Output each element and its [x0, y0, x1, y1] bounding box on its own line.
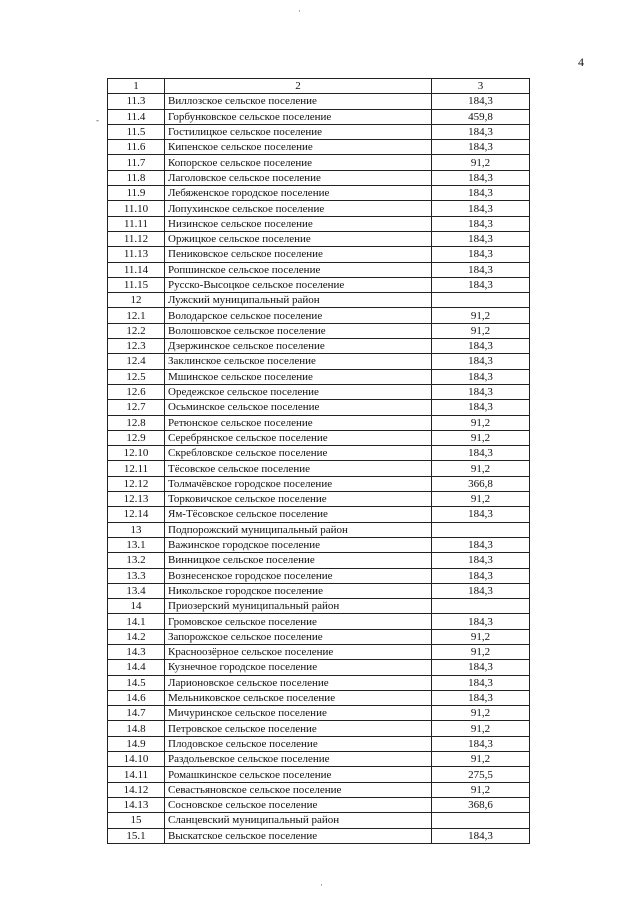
row-value	[432, 599, 530, 614]
row-number: 15	[108, 813, 165, 828]
table-row	[108, 124, 530, 139]
table-row	[108, 277, 530, 292]
table-row	[108, 736, 530, 751]
settlement-name: Лебяженское городское поселение	[165, 186, 432, 201]
settlement-name: Гостилицкое сельское поселение	[165, 124, 432, 139]
settlement-name: Мшинское сельское поселение	[165, 369, 432, 384]
row-value: 184,3	[432, 94, 530, 109]
settlement-name: Мельниковское сельское поселение	[165, 690, 432, 705]
table-row	[108, 507, 530, 522]
table-row	[108, 201, 530, 216]
table-row	[108, 492, 530, 507]
table-row	[108, 752, 530, 767]
settlement-name: Плодовское сельское поселение	[165, 736, 432, 751]
table-row	[108, 186, 530, 201]
settlement-name: Ромашкинское сельское поселение	[165, 767, 432, 782]
settlement-name: Выскатское сельское поселение	[165, 828, 432, 843]
district-row	[108, 522, 530, 537]
settlement-name: Лужский муниципальный район	[165, 293, 432, 308]
row-value: 184,3	[432, 201, 530, 216]
settlement-name: Низинское сельское поселение	[165, 216, 432, 231]
table-row	[108, 262, 530, 277]
row-value: 91,2	[432, 430, 530, 445]
table-row	[108, 369, 530, 384]
row-number: 12.13	[108, 492, 165, 507]
row-value: 184,3	[432, 277, 530, 292]
row-value	[432, 813, 530, 828]
table-row	[108, 553, 530, 568]
settlement-name: Скребловское сельское поселение	[165, 446, 432, 461]
row-number: 11.8	[108, 170, 165, 185]
settlement-name: Подпорожский муниципальный район	[165, 522, 432, 537]
row-number: 11.15	[108, 277, 165, 292]
row-number: 11.13	[108, 247, 165, 262]
row-number: 12.1	[108, 308, 165, 323]
row-number: 13.2	[108, 553, 165, 568]
row-value: 184,3	[432, 446, 530, 461]
table-row	[108, 216, 530, 231]
row-value: 184,3	[432, 736, 530, 751]
row-value: 91,2	[432, 461, 530, 476]
row-number: 14.8	[108, 721, 165, 736]
allocation-table	[107, 78, 530, 844]
table-row	[108, 660, 530, 675]
scan-speck: ·	[320, 880, 323, 890]
row-number: 11.7	[108, 155, 165, 170]
row-value: 184,3	[432, 675, 530, 690]
row-number: 11.4	[108, 109, 165, 124]
row-number: 12.12	[108, 476, 165, 491]
row-number: 12.5	[108, 369, 165, 384]
settlement-name: Ропшинское сельское поселение	[165, 262, 432, 277]
scan-speck: -	[96, 115, 99, 125]
settlement-name: Оредежское сельское поселение	[165, 384, 432, 399]
table-row	[108, 797, 530, 812]
table-row	[108, 614, 530, 629]
settlement-name: Ларионовское сельское поселение	[165, 675, 432, 690]
table-row	[108, 461, 530, 476]
settlement-name: Винницкое сельское поселение	[165, 553, 432, 568]
row-value: 184,3	[432, 828, 530, 843]
row-value: 91,2	[432, 721, 530, 736]
row-value: 184,3	[432, 262, 530, 277]
settlement-name: Горбунковское сельское поселение	[165, 109, 432, 124]
row-value: 91,2	[432, 629, 530, 644]
settlement-name: Красноозёрное сельское поселение	[165, 644, 432, 659]
row-value: 91,2	[432, 782, 530, 797]
table-row	[108, 231, 530, 246]
table-row	[108, 354, 530, 369]
table-row	[108, 109, 530, 124]
row-number: 14.5	[108, 675, 165, 690]
row-value: 368,6	[432, 797, 530, 812]
row-number: 12.6	[108, 384, 165, 399]
row-number: 12.9	[108, 430, 165, 445]
row-value: 184,3	[432, 369, 530, 384]
row-value: 184,3	[432, 507, 530, 522]
table-row	[108, 140, 530, 155]
row-value: 91,2	[432, 415, 530, 430]
table-row	[108, 629, 530, 644]
row-value: 184,3	[432, 553, 530, 568]
district-row	[108, 599, 530, 614]
settlement-name: Мичуринское сельское поселение	[165, 706, 432, 721]
settlement-name: Сланцевский муниципальный район	[165, 813, 432, 828]
row-value: 184,3	[432, 231, 530, 246]
settlement-name: Тёсовское сельское поселение	[165, 461, 432, 476]
settlement-name: Волошовское сельское поселение	[165, 323, 432, 338]
table-row	[108, 583, 530, 598]
table-row	[108, 400, 530, 415]
row-value: 459,8	[432, 109, 530, 124]
table-row	[108, 247, 530, 262]
row-number: 12.3	[108, 339, 165, 354]
settlement-name: Севастьяновское сельское поселение	[165, 782, 432, 797]
row-value: 184,3	[432, 140, 530, 155]
table-row	[108, 430, 530, 445]
settlement-name: Сосновское сельское поселение	[165, 797, 432, 812]
row-number: 11.10	[108, 201, 165, 216]
row-number: 12.14	[108, 507, 165, 522]
row-number: 12.7	[108, 400, 165, 415]
settlement-name: Виллозское сельское поселение	[165, 94, 432, 109]
row-number: 13.3	[108, 568, 165, 583]
row-number: 14	[108, 599, 165, 614]
row-number: 12	[108, 293, 165, 308]
table-row	[108, 308, 530, 323]
row-number: 11.11	[108, 216, 165, 231]
district-row	[108, 293, 530, 308]
table-row	[108, 721, 530, 736]
row-value	[432, 522, 530, 537]
row-value: 184,3	[432, 384, 530, 399]
table-row	[108, 384, 530, 399]
row-number: 14.2	[108, 629, 165, 644]
row-value: 91,2	[432, 752, 530, 767]
row-value	[432, 293, 530, 308]
table-row	[108, 537, 530, 552]
settlement-name: Лаголовское сельское поселение	[165, 170, 432, 185]
table-row	[108, 339, 530, 354]
row-value: 91,2	[432, 644, 530, 659]
table-row	[108, 476, 530, 491]
district-row	[108, 813, 530, 828]
settlement-name: Кипенское сельское поселение	[165, 140, 432, 155]
settlement-name: Серебрянское сельское поселение	[165, 430, 432, 445]
settlement-name: Петровское сельское поселение	[165, 721, 432, 736]
row-number: 14.3	[108, 644, 165, 659]
row-number: 14.7	[108, 706, 165, 721]
table-row	[108, 767, 530, 782]
row-value: 91,2	[432, 155, 530, 170]
row-value: 184,3	[432, 660, 530, 675]
settlement-name: Важинское городское поселение	[165, 537, 432, 552]
header-col-3: 3	[432, 79, 530, 94]
row-value: 184,3	[432, 124, 530, 139]
row-value: 275,5	[432, 767, 530, 782]
table-row	[108, 782, 530, 797]
table-row	[108, 706, 530, 721]
settlement-name: Торковичское сельское поселение	[165, 492, 432, 507]
table-row	[108, 323, 530, 338]
row-number: 14.6	[108, 690, 165, 705]
row-value: 184,3	[432, 186, 530, 201]
scan-speck: ·	[298, 6, 301, 16]
row-value: 184,3	[432, 690, 530, 705]
settlement-name: Громовское сельское поселение	[165, 614, 432, 629]
settlement-name: Запорожское сельское поселение	[165, 629, 432, 644]
settlement-name: Копорское сельское поселение	[165, 155, 432, 170]
table-row	[108, 415, 530, 430]
table-row	[108, 828, 530, 843]
page-number: 4	[578, 55, 584, 69]
table-body	[108, 79, 530, 844]
row-value: 184,3	[432, 400, 530, 415]
row-value: 91,2	[432, 492, 530, 507]
row-number: 14.13	[108, 797, 165, 812]
row-value: 184,3	[432, 537, 530, 552]
row-value: 184,3	[432, 614, 530, 629]
row-value: 184,3	[432, 247, 530, 262]
row-value: 184,3	[432, 216, 530, 231]
table-row	[108, 644, 530, 659]
settlement-name: Кузнечное городское поселение	[165, 660, 432, 675]
row-number: 13	[108, 522, 165, 537]
row-number: 14.1	[108, 614, 165, 629]
row-value: 184,3	[432, 170, 530, 185]
settlement-name: Дзержинское сельское поселение	[165, 339, 432, 354]
row-number: 12.11	[108, 461, 165, 476]
row-number: 12.4	[108, 354, 165, 369]
settlement-name: Пениковское сельское поселение	[165, 247, 432, 262]
settlement-name: Никольское городское поселение	[165, 583, 432, 598]
row-value: 91,2	[432, 706, 530, 721]
table-row	[108, 155, 530, 170]
table-row	[108, 675, 530, 690]
settlement-name: Раздольевское сельское поселение	[165, 752, 432, 767]
row-value: 184,3	[432, 583, 530, 598]
row-number: 14.4	[108, 660, 165, 675]
settlement-name: Приозерский муниципальный район	[165, 599, 432, 614]
settlement-name: Толмачёвское городское поселение	[165, 476, 432, 491]
row-number: 14.10	[108, 752, 165, 767]
row-value: 184,3	[432, 339, 530, 354]
row-number: 14.9	[108, 736, 165, 751]
table-row	[108, 446, 530, 461]
row-number: 13.4	[108, 583, 165, 598]
row-value: 184,3	[432, 354, 530, 369]
row-number: 12.2	[108, 323, 165, 338]
settlement-name: Осьминское сельское поселение	[165, 400, 432, 415]
row-number: 13.1	[108, 537, 165, 552]
settlement-name: Оржицкое сельское поселение	[165, 231, 432, 246]
row-number: 11.5	[108, 124, 165, 139]
row-number: 15.1	[108, 828, 165, 843]
row-number: 12.8	[108, 415, 165, 430]
row-value: 91,2	[432, 323, 530, 338]
settlement-name: Ям-Тёсовское сельское поселение	[165, 507, 432, 522]
settlement-name: Заклинское сельское поселение	[165, 354, 432, 369]
header-col-1: 1	[108, 79, 165, 94]
row-number: 11.6	[108, 140, 165, 155]
row-number: 11.14	[108, 262, 165, 277]
row-number: 11.9	[108, 186, 165, 201]
row-value: 184,3	[432, 568, 530, 583]
table-row	[108, 170, 530, 185]
settlement-name: Володарское сельское поселение	[165, 308, 432, 323]
table-row	[108, 690, 530, 705]
table-header-row	[108, 79, 530, 94]
table-row	[108, 568, 530, 583]
table-row	[108, 94, 530, 109]
row-number: 12.10	[108, 446, 165, 461]
row-number: 14.12	[108, 782, 165, 797]
settlement-name: Вознесенское городское поселение	[165, 568, 432, 583]
header-col-2: 2	[165, 79, 432, 94]
row-number: 11.12	[108, 231, 165, 246]
row-number: 11.3	[108, 94, 165, 109]
settlement-name: Ретюнское сельское поселение	[165, 415, 432, 430]
settlement-name: Лопухинское сельское поселение	[165, 201, 432, 216]
row-number: 14.11	[108, 767, 165, 782]
settlement-name: Русско-Высоцкое сельское поселение	[165, 277, 432, 292]
row-value: 366,8	[432, 476, 530, 491]
row-value: 91,2	[432, 308, 530, 323]
